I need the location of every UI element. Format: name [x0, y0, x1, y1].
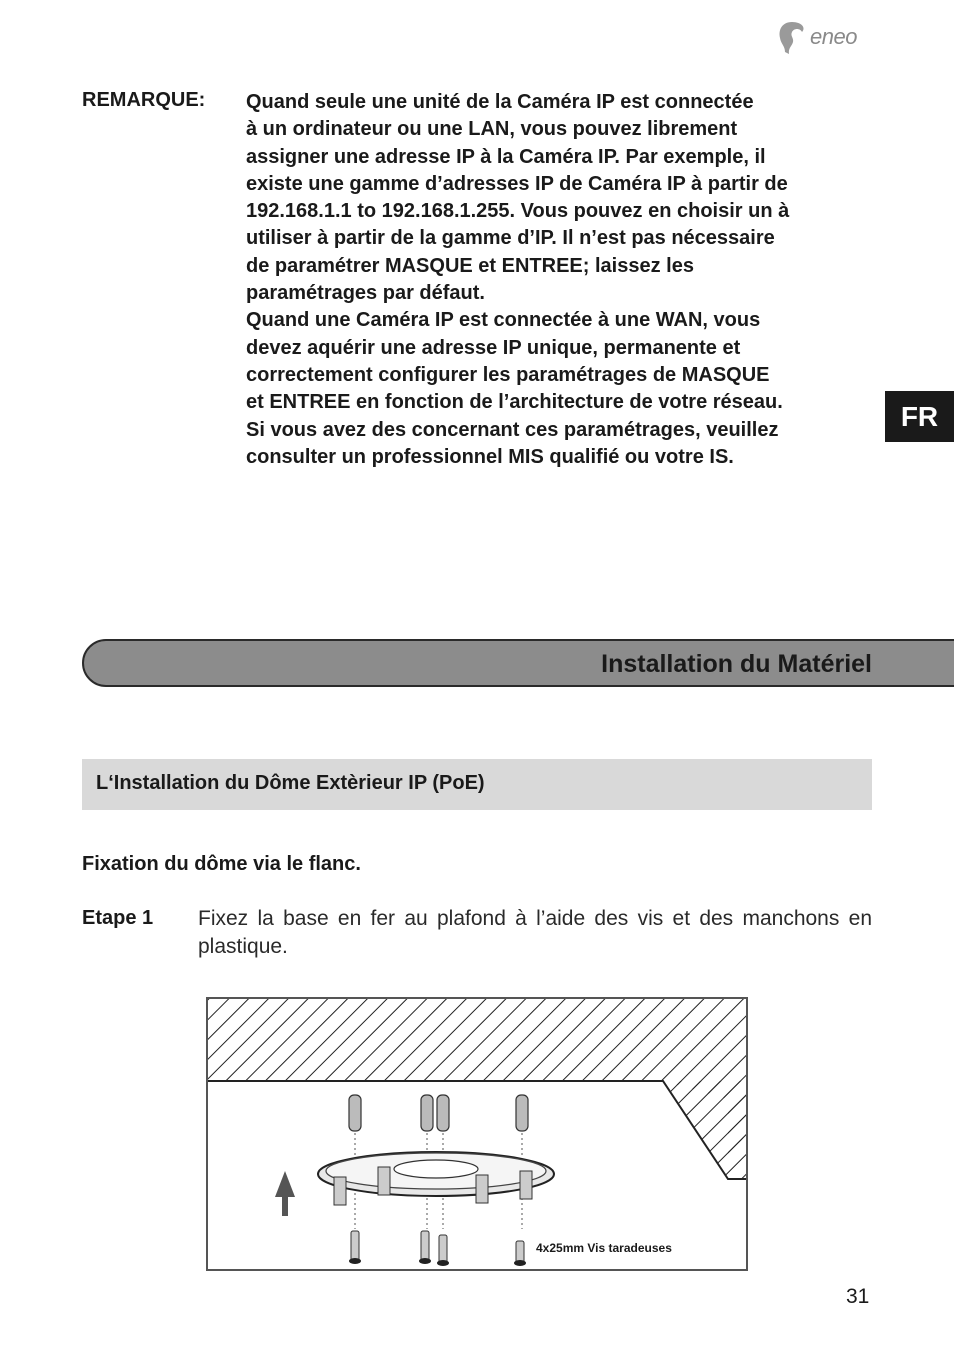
ceiling-mount-illustration — [208, 999, 748, 1271]
note-line: existe une gamme d’adresses IP de Caméra IP à partir de — [246, 172, 788, 195]
note-line: assigner une adresse IP à la Caméra IP. Par exemple, il — [246, 145, 766, 168]
note-line: devez aquérir une adresse IP unique, permanente et — [246, 336, 741, 359]
up-arrow-icon — [275, 1171, 295, 1216]
note-line: de paramétrer MASQUE et ENTREE; laissez les — [246, 254, 694, 277]
note-line: à un ordinateur ou une LAN, vous pouvez librement — [246, 118, 738, 141]
note-line: Si vous avez des concernant ces paramétrages, veuillez — [246, 418, 779, 441]
section-title: Installation du Matériel — [601, 650, 872, 678]
note-line: consulter un professionnel MIS qualifié ou votre IS. — [246, 445, 734, 468]
note-line: correctement configurer les paramétrages de MASQUE — [246, 363, 770, 386]
note-line: Quand seule une unité de la Caméra IP est connectée — [246, 91, 754, 113]
step-text: Fixez la base en fer au plafond à l’aide des vis et des manchons en plastique. — [198, 907, 872, 958]
note-line: paramétrages par défaut. — [246, 282, 485, 305]
eneo-logo-icon — [776, 20, 808, 61]
page-number: 31 — [846, 1285, 870, 1308]
installation-figure — [206, 997, 748, 1271]
note-body — [246, 89, 886, 471]
note-label: REMARQUE: — [82, 89, 206, 111]
figure-label: 4x25mm Vis taradeuses — [536, 1241, 672, 1255]
note-line: 192.168.1.1 to 192.168.1.255. Vous pouvez en choisir un à — [246, 200, 790, 223]
note-line: utiliser à partir de la gamme d’IP. Il n’est pas nécessaire — [246, 227, 775, 250]
note-line: et ENTREE en fonction de l’architecture de votre réseau. — [246, 391, 783, 414]
note-line: Quand une Caméra IP est connectée à une WAN, vous — [246, 309, 761, 332]
brand-logo-text: eneo — [810, 24, 857, 49]
fixation-title: Fixation du dôme via le flanc. — [82, 853, 361, 875]
language-tab: FR — [885, 391, 954, 442]
step-label: Etape 1 — [82, 907, 154, 929]
subsection-title: L‘Installation du Dôme Extèrieur IP (PoE) — [96, 772, 485, 794]
